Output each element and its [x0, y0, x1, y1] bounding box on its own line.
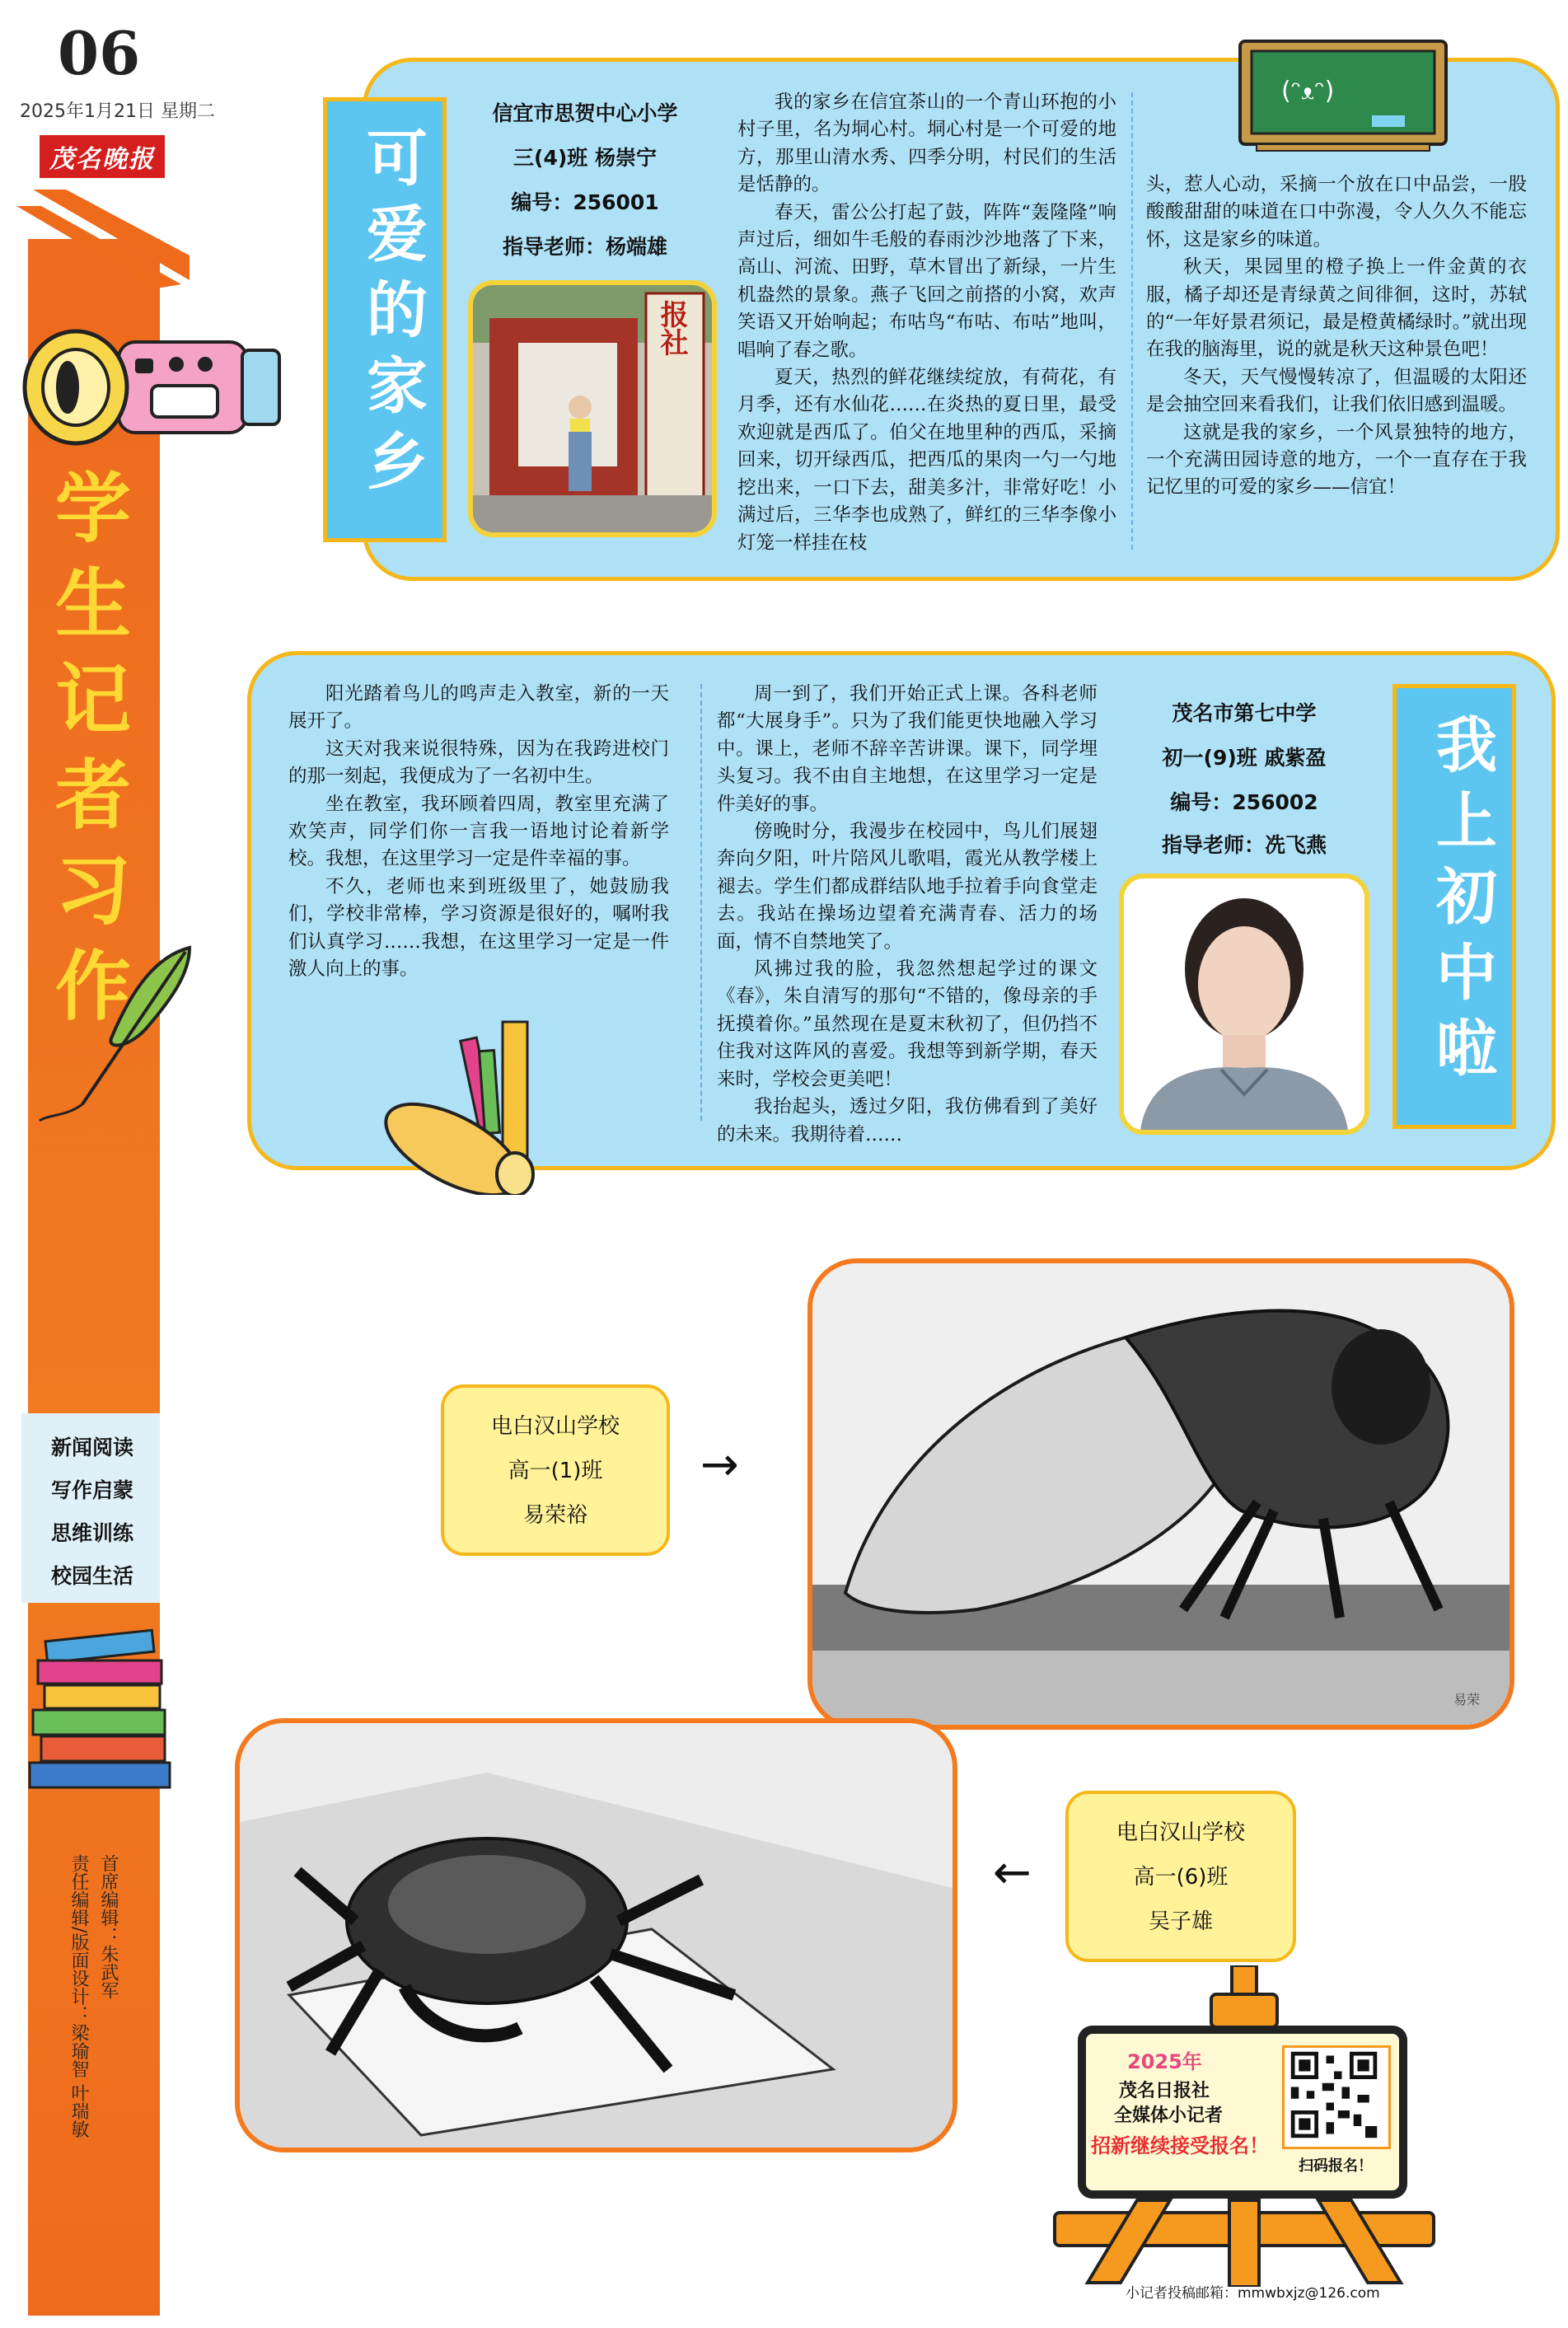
editor-credits — [63, 1854, 153, 2283]
svg-text:(ᵔᴥᵔ): (ᵔᴥᵔ) — [1281, 77, 1335, 105]
article1-column1 — [737, 89, 1116, 557]
recruit-program: 全媒体小记者 — [1114, 2106, 1224, 2126]
camera-icon — [12, 313, 292, 453]
article1-paragraph: 夏天，热烈的鲜花继续绽放，有荷花，有月季，还有水仙花……在炎热的夏日里，最受欢迎就是西瓜了。伯父在地里种的西瓜，采摘回来，切开绿西瓜，把西瓜的果肉一勺一勺地挖出来，一口下去，甜美多汁，非常好吃！小满过后，三华李也成熟了，鲜红的三华李像小灯笼一样挂在枝 — [737, 367, 1116, 554]
pencil-case-icon — [379, 1005, 544, 1195]
category-panel — [21, 1413, 160, 1603]
article1-column-divider — [1131, 92, 1133, 550]
recruit-org: 茂名日报社 — [1119, 2081, 1210, 2101]
article2-author-photo — [1119, 874, 1369, 1135]
article2-title: 我上初中啦 — [1426, 713, 1497, 1092]
category-news-reading[interactable]: 新闻阅读 — [51, 1436, 134, 1459]
article2-school: 茂名市第七中学 — [1172, 701, 1317, 725]
article2-title-box — [1392, 684, 1516, 1129]
article1-paragraph: 头，惹人心动，采摘一个放在口中品尝，一股酸酸甜甜的味道在口中弥漫，令人久久不能忘怀，这是家乡的味道。 — [1146, 174, 1527, 251]
page-number: 06 — [58, 18, 141, 88]
qr-code[interactable] — [1282, 2045, 1391, 2149]
feather-pen-icon — [33, 939, 206, 1129]
photo-sign-text: 报社 — [655, 300, 688, 356]
crab-artist-class: 高一(6)班 — [1133, 1865, 1229, 1890]
article1-author-photo — [468, 280, 717, 537]
books-stack-icon — [21, 1628, 194, 1792]
recruit-board — [1078, 2026, 1407, 2199]
sidebar-stripes-decoration — [16, 190, 190, 288]
article2-paragraph: 阳光踏着鸟儿的鸣声走入教室，新的一天展开了。 — [288, 683, 669, 733]
masthead-logo: 茂名晚报 — [40, 135, 165, 178]
section-title: 学生记者习作 — [54, 465, 131, 1031]
arrow-left-icon: ← — [993, 1846, 1032, 1899]
article2-column2 — [717, 681, 1098, 1149]
article1-paragraph: 秋天，果园里的橙子换上一件金黄的衣服，橘子却还是青绿黄之间徘徊，这时，苏轼的“一年好景君须记，最是橙黄橘绿时。”就出现在我的脑海里，说的就是秋天这种景色吧！ — [1146, 256, 1527, 361]
recruit-scan: 扫码报名！ — [1299, 2157, 1373, 2175]
article1-column2 — [1146, 171, 1527, 502]
article2-paragraph: 傍晚时分，我漫步在校园中，鸟儿们展翅奔向夕阳，叶片陪风儿歌唱，霞光从教学楼上褪去。学生们都成群结队地手拉着手向食堂走去。我站在操场边望着充满青春、活力的场面，情不自禁地笑了。 — [717, 821, 1098, 953]
article2-paragraph: 坐在教室，我环顾着四周，教室里充满了欢笑声，同学们你一言我一语地讨论着新学校。我想，在这里学习一定是件幸福的事。 — [288, 793, 669, 870]
cicada-artist-label — [441, 1384, 670, 1556]
crab-artist-name: 吴子雄 — [1148, 1909, 1213, 1934]
arrow-right-icon: → — [700, 1438, 739, 1492]
category-campus-life[interactable]: 校园生活 — [51, 1564, 134, 1588]
submission-email[interactable]: 小记者投稿邮箱：mmwbxjz@126.com — [1126, 2285, 1380, 2302]
crab-artist-label — [1065, 1791, 1296, 1962]
cicada-drawing — [807, 1258, 1514, 1730]
article2-column-divider — [700, 684, 702, 1121]
article2-column1 — [288, 681, 669, 983]
article1-title: 可爱的家乡 — [357, 126, 428, 505]
article1-teacher: 指导老师：杨端雄 — [502, 235, 667, 259]
category-thinking-training[interactable]: 思维训练 — [51, 1521, 134, 1545]
article1-class-author: 三(4)班 杨崇宁 — [513, 146, 657, 170]
article1-title-box — [323, 97, 447, 542]
blackboard-icon — [1232, 33, 1454, 157]
article1-school: 信宜市思贺中心小学 — [492, 101, 678, 125]
crab-drawing — [235, 1718, 957, 2152]
article2-paragraph: 不久，老师也来到班级里了，她鼓励我们，学校非常棒，学习资源是很好的，嘱咐我们认真学习……我想，在这里学习一定是一件激人向上的事。 — [288, 875, 669, 981]
recruit-slogan: 招新继续接受报名！ — [1091, 2134, 1269, 2157]
article2-paragraph: 这天对我来说很特殊，因为在我跨进校门的那一刻起，我便成为了一名初中生。 — [288, 738, 669, 788]
article2-paragraph: 周一到了，我们开始正式上课。各科老师都“大展身手”。只为了我们能更快地融入学习中。课上，老师不辞辛苦讲课。课下，同学埋头复习。我不由自主地想，在这里学习一定是件美好的事。 — [717, 683, 1098, 815]
artist-signature: 易荣 — [1453, 1692, 1480, 1707]
cicada-artist-class: 高一(1)班 — [508, 1459, 603, 1483]
crab-artist-school: 电白汉山学校 — [1116, 1820, 1245, 1845]
responsible-editor: 责任编辑/版面设计：梁瑜智 叶瑞敏 — [68, 1854, 89, 2138]
article1-number: 编号：256001 — [511, 190, 659, 214]
article1-paragraph: 这就是我的家乡，一个风景独特的地方，一个充满田园诗意的地方，一个一直存在于我记忆里的可爱的家乡——信宜！ — [1146, 421, 1527, 499]
issue-date: 2025年1月21日 星期二 — [20, 101, 215, 122]
article2-class-author: 初一(9)班 戚紫盈 — [1162, 746, 1327, 770]
cicada-artist-name: 易荣裕 — [522, 1503, 587, 1528]
category-writing-intro[interactable]: 写作启蒙 — [51, 1478, 134, 1502]
article2-paragraph: 风拂过我的脸，我忽然想起学过的课文《春》，朱自清写的那句“不错的，像母亲的手抚摸着你。”虽然现在是夏末秋初了，但仍挡不住我对这阵风的喜爱。我想等到新学期，春天来时，学校会更美吧！ — [717, 958, 1098, 1090]
article1-paragraph: 春天，雷公公打起了鼓，阵阵“轰隆隆”响声过后，细如牛毛般的春雨沙沙地落了下来，高山、河流、田野，草木冒出了新绿，一片生机盎然的景象。燕子飞回之前搭的小窝，欢声笑语又开始响起；布咕鸟“布咕、布咕”地叫，唱响了春之歌。 — [737, 201, 1116, 361]
article2-teacher: 指导老师：冼飞燕 — [1161, 833, 1327, 857]
article2-number: 编号：256002 — [1170, 790, 1318, 814]
chief-editor: 首席编辑：朱武军 — [98, 1854, 119, 1999]
article1-paragraph: 我的家乡在信宜茶山的一个青山环抱的小村子里，名为垌心村。垌心村是一个可爱的地方，那里山清水秀、四季分明，村民们的生活是恬静的。 — [737, 91, 1116, 196]
article1-paragraph: 冬天，天气慢慢转凉了，但温暖的太阳还是会抽空回来看我们，让我们依旧感到温暖。 — [1146, 366, 1527, 416]
recruit-year: 2025年 — [1127, 2050, 1202, 2073]
cicada-artist-school: 电白汉山学校 — [490, 1414, 620, 1439]
article2-paragraph: 我抬起头，透过夕阳，我仿佛看到了美好的未来。我期待着…… — [717, 1096, 1098, 1145]
